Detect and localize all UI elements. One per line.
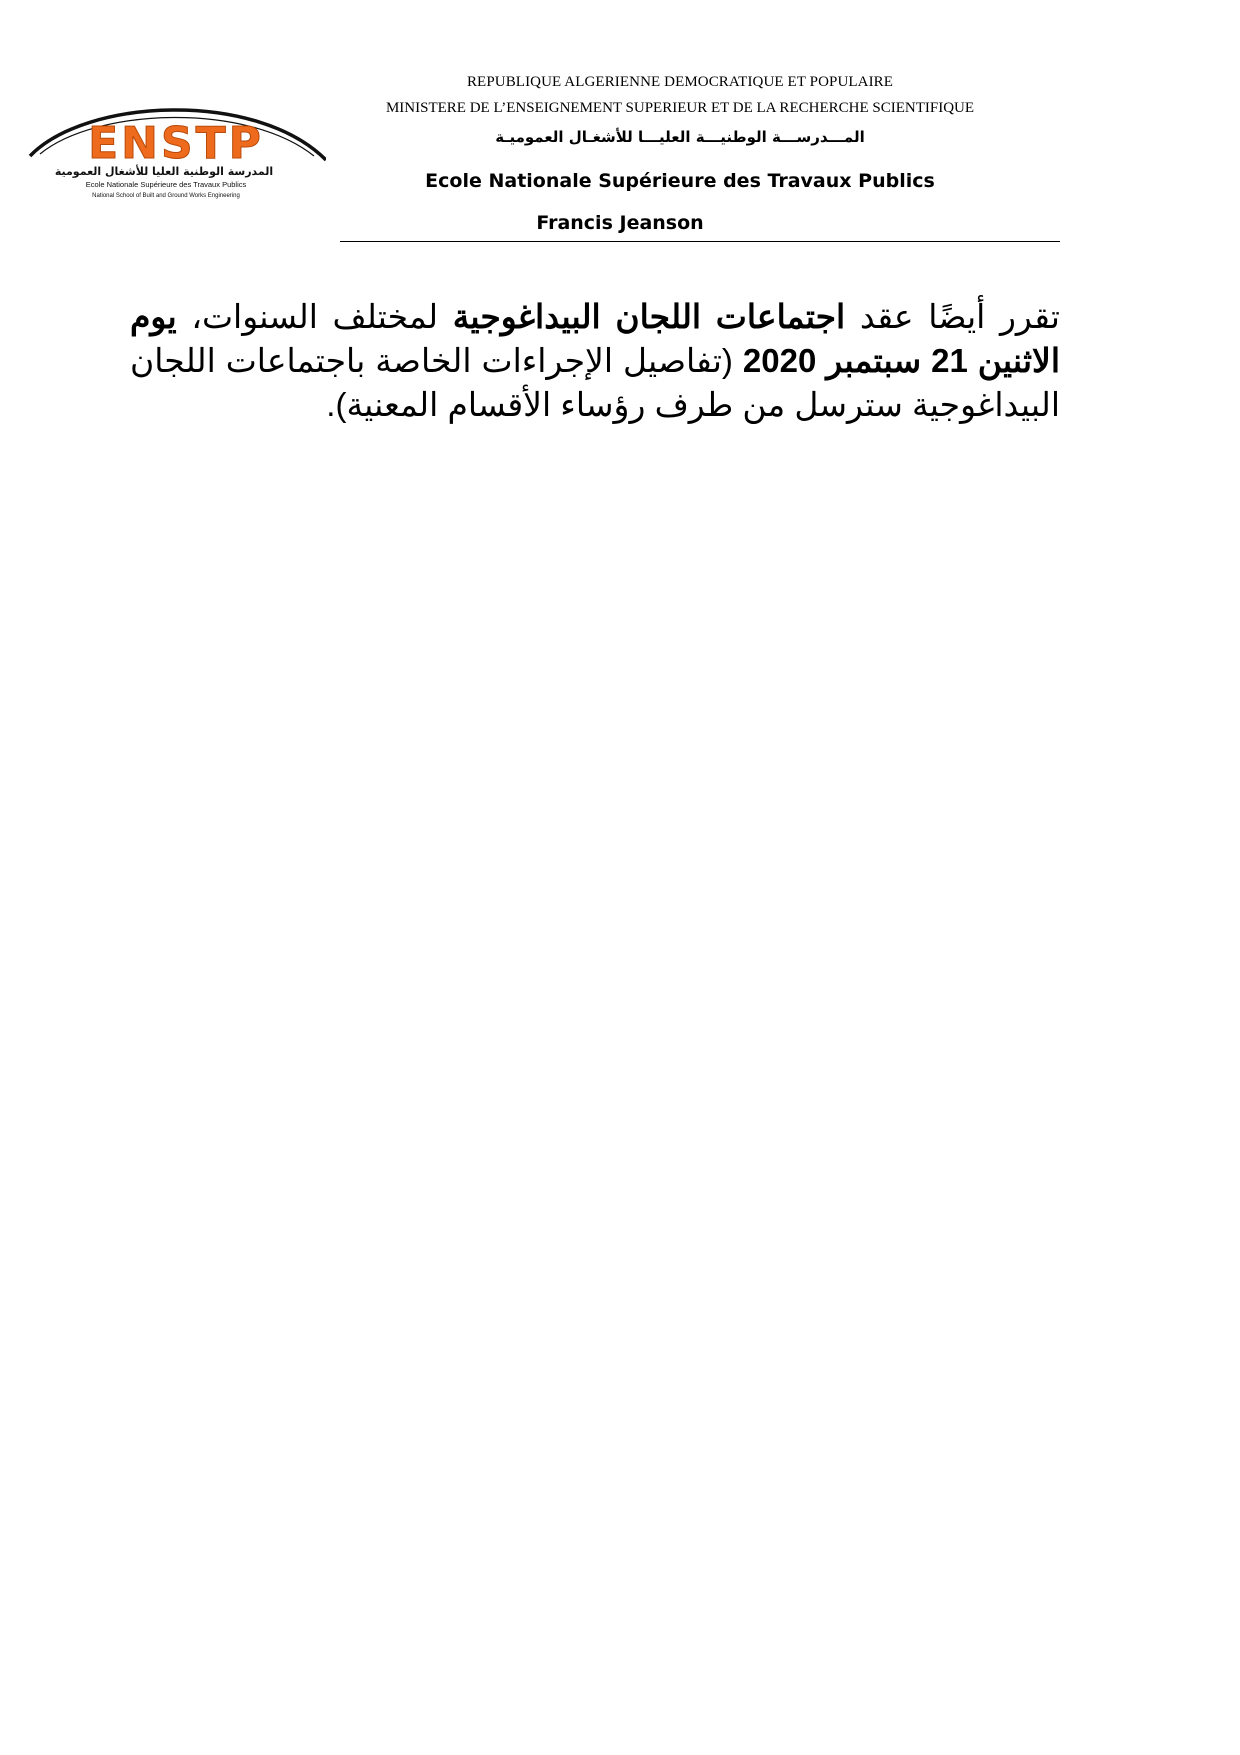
- school-subtitle: Francis Jeanson: [536, 212, 704, 234]
- school-arabic-name: المـــدرســـة الوطنيـــة العليـــا للأشغـال العموميـة: [495, 128, 865, 146]
- enstp-logo-graphic: [26, 100, 326, 210]
- announcement-paragraph: [130, 295, 1060, 427]
- school-name: Ecole Nationale Supérieure des Travaux Publics: [425, 170, 935, 192]
- logo-english-caption: National School of Built and Ground Works Engineering: [92, 193, 240, 199]
- header-divider: [340, 241, 1060, 242]
- logo-french-caption: Ecole Nationale Supérieure des Travaux Publics: [85, 180, 247, 189]
- logo-acronym: ENSTP: [88, 118, 264, 169]
- enstp-logo: [26, 100, 326, 210]
- paragraph-text: (تفاصيل الإجراءات الخاصة باجتماعات اللجان البيداغوجية سترسل من طرف رؤساء الأقسام المعنية).: [130, 342, 1060, 423]
- paragraph-bold-date: يوم الاثنين 21 سبتمبر 2020: [130, 298, 1061, 379]
- republic-line: REPUBLIQUE ALGERIENNE DEMOCRATIQUE ET POPULAIRE: [466, 74, 894, 90]
- ministry-line: MINISTERE DE L’ENSEIGNEMENT SUPERIEUR ET DE LA RECHERCHE SCIENTIFIQUE: [385, 100, 975, 116]
- logo-arabic-caption: المدرسة الوطنية العليا للأشغال العمومية: [54, 165, 274, 178]
- paragraph-bold-committees: اجتماعات اللجان البيداغوجية: [452, 298, 846, 335]
- paragraph-text: تقرر أيضًا عقد: [845, 298, 1060, 335]
- paragraph-text: لمختلف السنوات،: [176, 298, 453, 335]
